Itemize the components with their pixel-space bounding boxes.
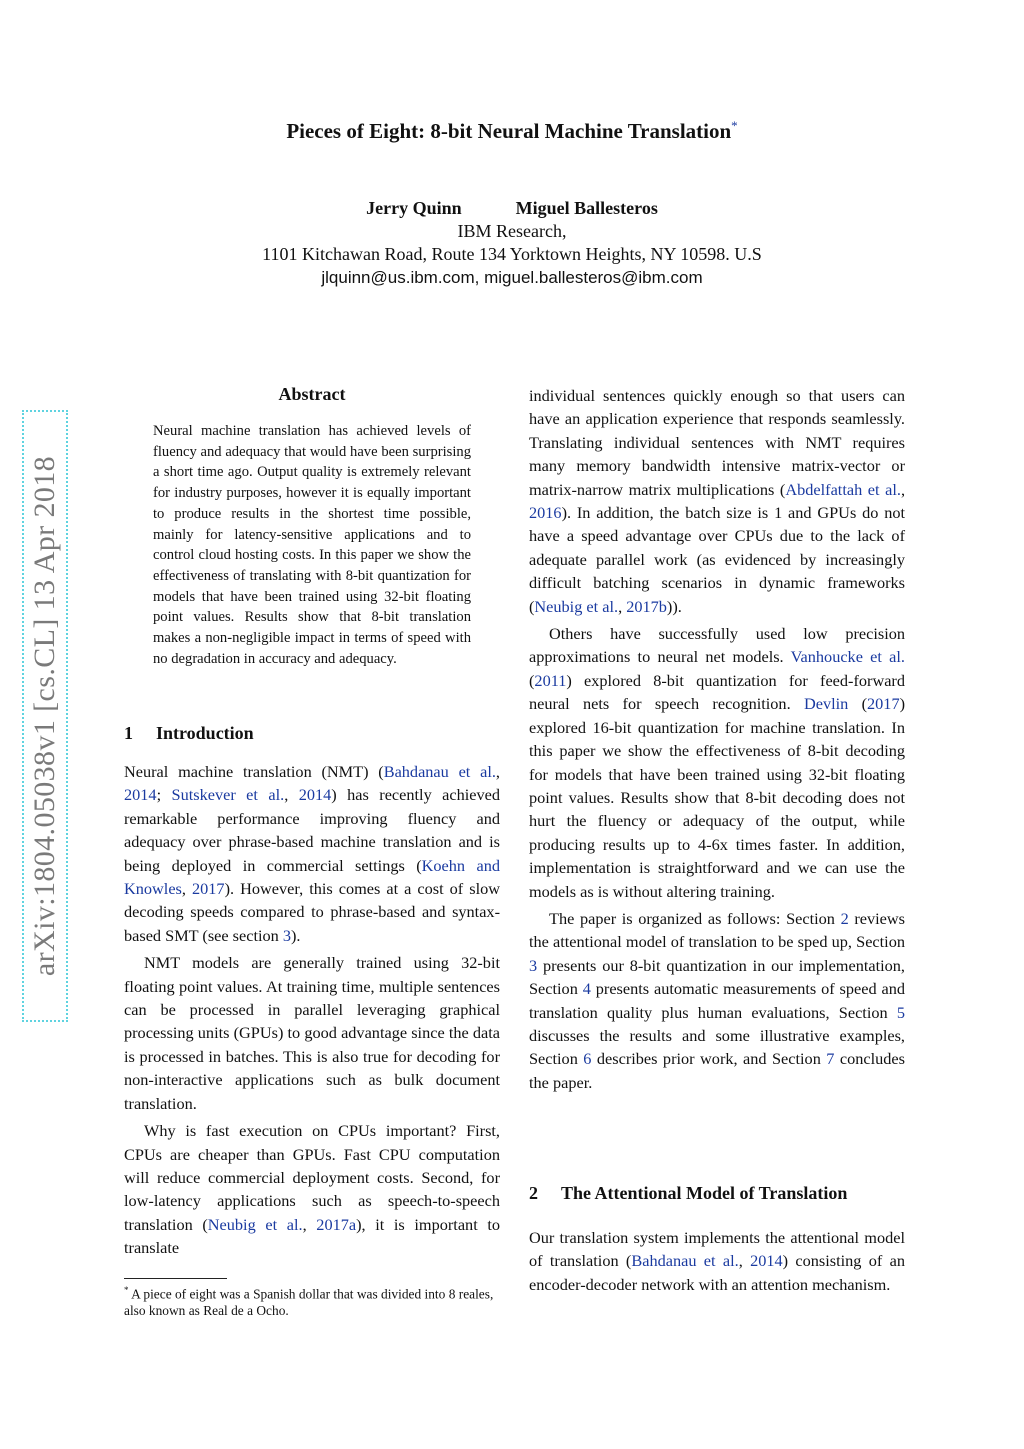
text-run: ;: [156, 785, 172, 805]
text-run: ) consisting of an encoder-decoder network with an attention mechanism.: [529, 1251, 906, 1294]
text-run: (: [848, 694, 868, 714]
text-run: (: [529, 670, 535, 690]
text-run: ) explored 16-bit quantization for machine translation. In this paper we show the effectiveness of 8-bit decoding for models that have been trained using 32-bit floating point values. Results show that 8-bit decoding does not hurt the fluency or adequacy of the output, while producing results up to 4-6x times faster. In addition, implementation is straightforward and we can use the models as is without altering training.: [529, 694, 905, 901]
section-ref-link[interactable]: 6: [583, 1049, 592, 1069]
text-run: Neural machine translation (NMT) (: [124, 762, 384, 781]
text-run: )).: [666, 596, 682, 616]
text-run: ,: [738, 1251, 751, 1271]
text-run: ) has recently achieved remarkable performance improving fluency and adequacy over phrase-based machine translation and is being deployed in commercial settings (: [124, 785, 501, 875]
text-run: presents our 8-bit quantization in our implementation, Section: [529, 955, 905, 999]
paper-title: [0, 118, 1024, 144]
text-run: Why is fast execution on CPUs important? First, CPUs are cheaper than GPUs. Fast CPU computation will reduce commercial deployment costs. Second, for low-latency applications such as speech-to-speech translation (: [124, 1121, 500, 1234]
text-run: ,: [284, 785, 299, 805]
text-run: ). In addition, the batch size is 1 and GPUs do not have a speed advantage over CPUs due to the lack of adequate parallel work (as evidenced by increasingly difficult batching scenarios in dynamic frameworks (: [529, 503, 905, 616]
right-column: [529, 384, 905, 1098]
text-run: ). However, this comes at a cost of slow decoding speeds compared to phrase-based and syntax-based SMT (see section: [124, 879, 500, 945]
footnote: [124, 1282, 500, 1319]
text-run: Others have successfully used low precision approximations to neural net models.: [529, 624, 905, 667]
citation-link[interactable]: Bahdanau et al.: [631, 1251, 739, 1271]
section-2-title: The Attentional Model of Translation: [561, 1183, 848, 1203]
abstract-text: Neural machine translation has achieved levels of fluency and adequacy that would have been surprising a short time ago. Output quality is extremely relevant for industry purposes, however it is equally important to produce results in the shortest time possible, mainly for latency-sensitive applications and to control cloud hosting costs. In this paper we show the effectiveness of translating with 8-bit quantization for models that have been trained using 32-bit floating point values. Results show that 8-bit translation makes a non-negligible impact in terms of speed with no degradation in accuracy and adequacy.: [153, 423, 471, 667]
author-names: [0, 197, 1024, 220]
section-ref-link[interactable]: 3: [282, 925, 292, 945]
footnote-mark: *: [124, 1285, 129, 1295]
right-paragraph-3: [529, 907, 905, 1094]
intro-paragraph-1: [124, 760, 500, 947]
text-run: ,: [181, 879, 192, 899]
right-paragraph-2: [529, 622, 905, 903]
citation-link[interactable]: Neubig et al.: [207, 1214, 303, 1234]
title-footnote-mark[interactable]: *: [731, 118, 738, 133]
emails: jlquinn@us.ibm.com, miguel.ballesteros@ibm.com: [321, 268, 703, 287]
citation-link[interactable]: Koehn and Knowles: [124, 855, 500, 899]
section-ref-link[interactable]: 5: [896, 1002, 905, 1022]
citation-year-link[interactable]: 2011: [534, 670, 567, 690]
section-ref-link[interactable]: 7: [826, 1049, 835, 1069]
citation-year-link[interactable]: 2014: [124, 785, 157, 805]
text-run: ).: [291, 925, 301, 945]
text-run: ,: [302, 1214, 317, 1234]
text-run: concludes the paper.: [529, 1049, 905, 1092]
text-run: presents automatic measurements of speed and translation quality plus human evaluations, Section: [529, 979, 906, 1022]
text-run: ) explored 8-bit quantization for feed-forward neural nets for speech recognition.: [529, 670, 905, 714]
right-paragraph-1: [529, 384, 905, 618]
citation-link[interactable]: Abdelfattah et al.: [785, 479, 901, 499]
section-ref-link[interactable]: 3: [529, 955, 538, 975]
citation-link[interactable]: Devlin: [803, 694, 849, 714]
section-ref-link[interactable]: 4: [582, 979, 591, 999]
author-2: Miguel Ballesteros: [515, 198, 658, 218]
citation-link[interactable]: Vanhoucke et al.: [790, 647, 906, 667]
text-run: describes prior work, and Section: [591, 1049, 827, 1069]
footnote-rule: [124, 1278, 227, 1279]
address: 1101 Kitchawan Road, Route 134 Yorktown Heights, NY 10598. U.S: [262, 244, 762, 264]
intro-paragraph-2: NMT models are generally trained using 32-bit floating point values. At training time, multiple sentences can be processed in parallel leveraging graphical processing units (GPUs) to good advantage since the data is processed in batches. This is also true for decoding for non-interactive applications such as bulk document translation.: [124, 953, 500, 1113]
text-run: Our translation system implements the attentional model of translation (: [529, 1228, 905, 1271]
section-ref-link[interactable]: 2: [840, 908, 849, 928]
section-1-heading: [124, 723, 500, 744]
author-1: Jerry Quinn: [366, 198, 462, 218]
citation-year-link[interactable]: 2016: [529, 503, 562, 523]
section-1-title: Introduction: [156, 723, 254, 743]
text-run: ,: [495, 762, 500, 781]
citation-link[interactable]: Sutskever et al.: [171, 785, 285, 805]
text-run: individual sentences quickly enough so that users can have an application experience that responds seamlessly. Translating individual sentences with NMT requires many memory bandwidth intensive matrix-vector or matrix-narrow matrix multiplications (: [529, 386, 905, 499]
citation-link[interactable]: Bahdanau et al.: [383, 762, 496, 781]
section-2-number: 2: [529, 1183, 538, 1203]
citation-year-link[interactable]: 2017: [192, 879, 225, 899]
citation-link[interactable]: Neubig et al.: [534, 596, 619, 616]
section-2-heading: [529, 1183, 905, 1204]
section-2-paragraph: [529, 1226, 905, 1296]
section-2-body: [529, 1226, 905, 1300]
left-column: [124, 760, 500, 1264]
text-run: reviews the attentional model of translation to be sped up, Section: [529, 908, 906, 952]
text-run: The paper is organized as follows: Section: [549, 908, 841, 928]
footnote-text: A piece of eight was a Spanish dollar that was divided into 8 reales, also known as Real de a Ocho.: [124, 1286, 494, 1319]
affiliation: IBM Research,: [457, 221, 567, 241]
text-run: discusses the results and some illustrative examples, Section: [529, 1025, 905, 1069]
text-run: ,: [618, 596, 627, 616]
citation-year-link[interactable]: 2017: [867, 694, 900, 714]
citation-year-link[interactable]: 2014: [750, 1251, 783, 1271]
intro-paragraph-3: [124, 1119, 500, 1259]
citation-year-link[interactable]: 2017a: [316, 1214, 357, 1234]
author-block: [0, 197, 1024, 289]
text-run: ), it is important to translate: [124, 1214, 501, 1258]
section-1-number: 1: [124, 723, 133, 743]
arxiv-stamp: [22, 410, 68, 1022]
citation-year-link[interactable]: 2014: [298, 785, 332, 805]
paper-title-text: Pieces of Eight: 8-bit Neural Machine Translation: [286, 119, 732, 143]
arxiv-stamp-text: arXiv:1804.05038v1 [cs.CL] 13 Apr 2018: [28, 455, 61, 977]
citation-year-link[interactable]: 2017b: [626, 596, 667, 616]
abstract-heading: Abstract: [278, 384, 346, 404]
text-run: ,: [900, 479, 906, 499]
